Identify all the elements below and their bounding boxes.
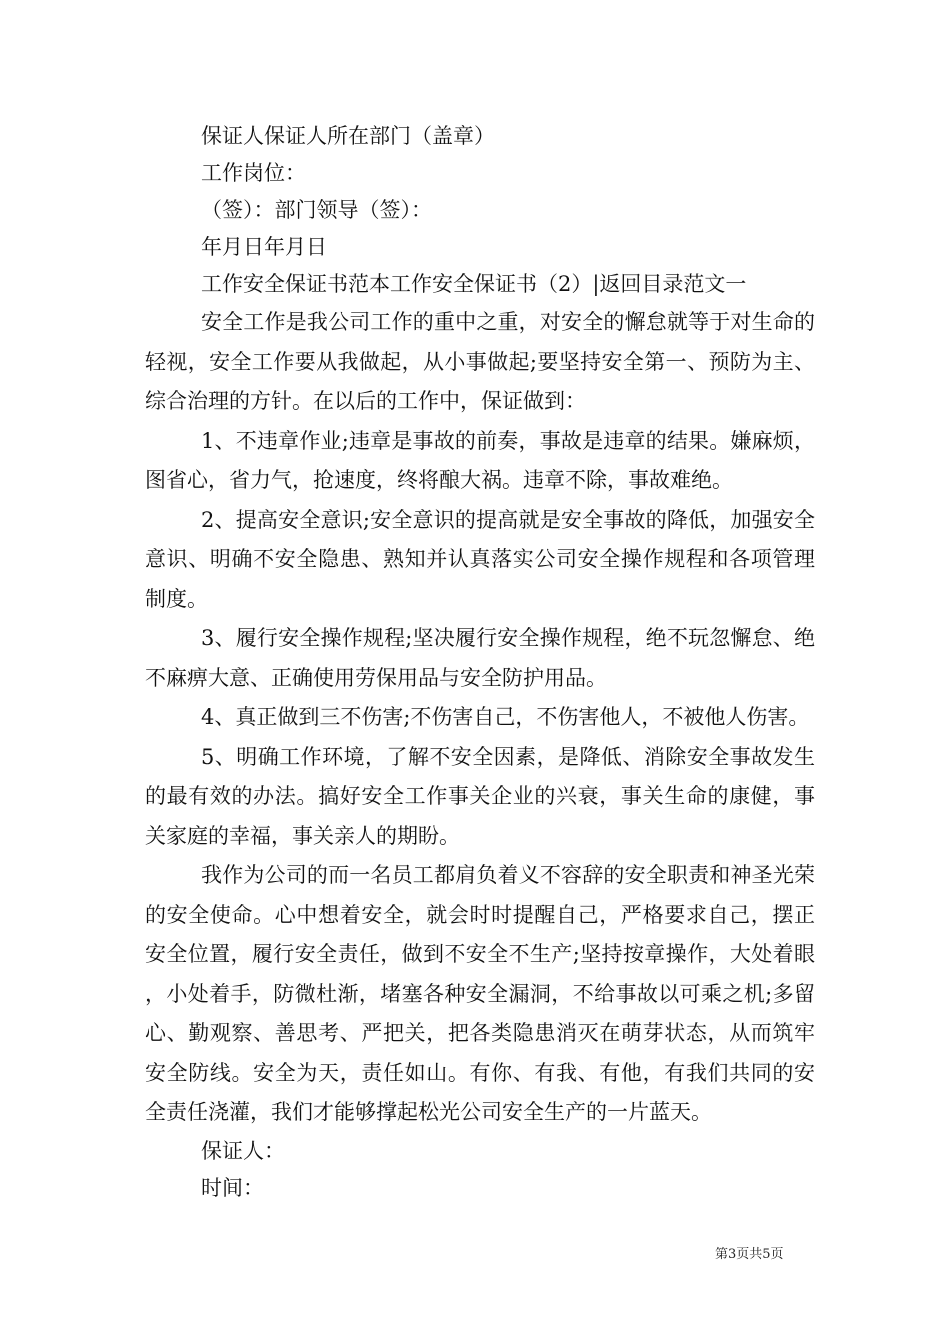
section-title-line: 工作安全保证书范本工作安全保证书（2）|返回目录范文一: [201, 272, 747, 296]
paragraph-commitment: 我作为公司的而一名员工都肩负着义不容辞的安全职责和神圣光荣的安全使命。心中想着安全，就会时时提醒自己，严格要求自己，摆正安全位置，履行安全责任，做到不安全不生产;坚持按章操作，大处着眼，小处着手，防微杜渐，堵塞各种安全漏洞，不给事故以可乘之机;多留心、勤观察、善思考、严把关，把各类隐患消灭在萌芽状态，从而筑牢安全防线。安全为天，责任如山。有你、有我、有他，有我们共同的安全责任浇灌，我们才能够撑起松光公司安全生产的一片蓝天。: [145, 863, 815, 1124]
paragraph-item-5: 5、明确工作环境，了解不安全因素，是降低、消除安全事故发生的最有效的办法。搞好安全工作事关企业的兴衰，事关生命的康健，事关家庭的幸福，事关亲人的期盼。: [145, 744, 815, 848]
page-indicator: 第3页共5页: [715, 1247, 784, 1262]
paragraph-item-2: 2、提高安全意识;安全意识的提高就是安全事故的降低，加强安全意识、明确不安全隐患、熟知并认真落实公司安全操作规程和各项管理制度。: [145, 507, 815, 611]
paragraph-item-3: 3、履行安全操作规程;坚决履行安全操作规程，绝不玩忽懈怠、绝不麻痹大意、正确使用劳保用品与安全防护用品。: [145, 626, 815, 690]
time-label: 时间：: [201, 1175, 264, 1200]
date-line: 年月日年月日: [201, 235, 327, 259]
paragraph-item-1: 1、不违章作业;违章是事故的前奏，事故是违章的结果。嫌麻烦，图省心，省力气，抢速度，终将酿大祸。违章不除，事故难绝。: [145, 428, 815, 492]
paragraph-item-4: 4、真正做到三不伤害;不伤害自己，不伤害他人，不被他人伤害。: [201, 705, 810, 729]
guarantor-label: 保证人：: [201, 1138, 285, 1163]
guarantor-department-line: 保证人保证人所在部门（盖章）: [201, 124, 495, 148]
document-body: [145, 118, 815, 1207]
job-position-line: 工作岗位：: [201, 161, 306, 185]
signature-line: （签）：部门领导（签）：: [201, 198, 432, 222]
paragraph-intro: 安全工作是我公司工作的重中之重，对安全的懈怠就等于对生命的轻视，安全工作要从我做起，从小事做起;要坚持安全第一、预防为主、综合治理的方针。在以后的工作中，保证做到：: [145, 310, 815, 413]
